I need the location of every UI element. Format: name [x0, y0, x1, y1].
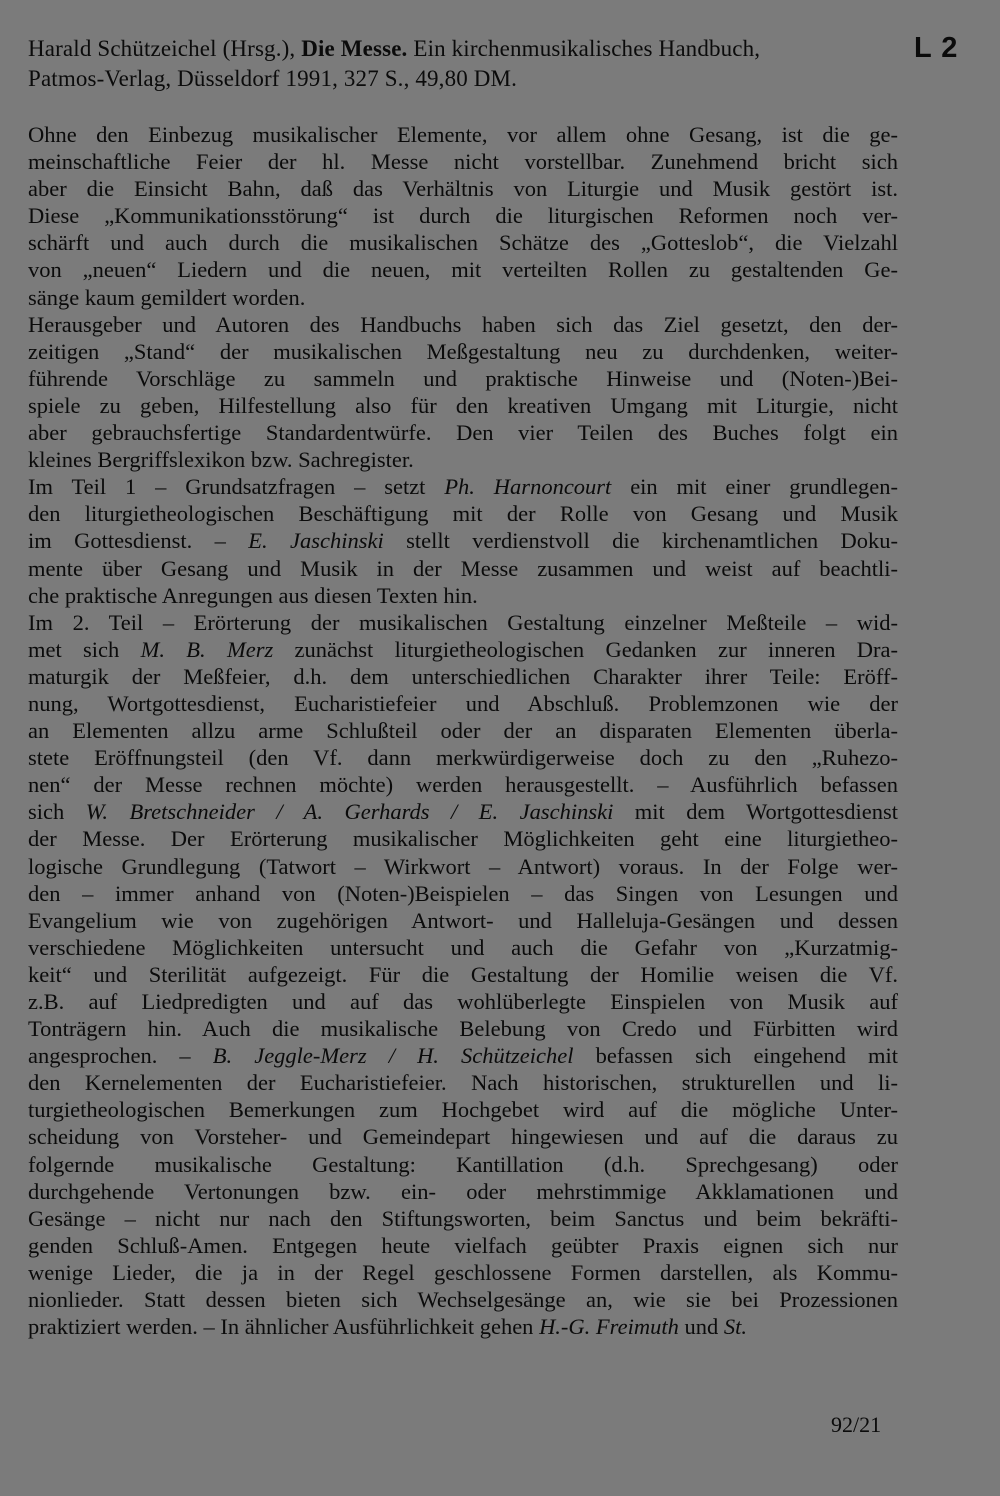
- text-line: [28, 988, 898, 1015]
- text-segment: kleines Bergriffslexikon bzw. Sachregister.: [28, 447, 414, 473]
- text-line: [28, 1286, 898, 1313]
- text-line: [28, 419, 898, 446]
- text-line: [28, 365, 898, 392]
- text-line: [28, 1259, 898, 1286]
- text-line: [28, 798, 898, 825]
- text-line: [28, 311, 898, 338]
- text-segment: nionlieder. Statt dessen bieten sich Wechselgesänge an, wie sie bei Prozessionen: [28, 1287, 898, 1313]
- author-name: H.-G. Freimuth: [539, 1314, 679, 1340]
- text-segment: genden Schluß-Amen. Entgegen heute vielfach geübter Praxis eignen sich nur: [28, 1232, 898, 1258]
- author-name: B. Jeggle-Merz / H. Schützeichel: [212, 1043, 574, 1069]
- paragraph: [28, 311, 898, 474]
- text-line: [28, 1232, 898, 1259]
- text-line: [28, 771, 898, 798]
- text-segment: führende Vorschläge zu sammeln und praktische Hinweise und (Noten-)Bei-: [28, 365, 898, 391]
- text-line: [28, 934, 898, 961]
- text-line: [28, 744, 898, 771]
- author-name: E. Jaschinski: [248, 528, 384, 554]
- text-line: [28, 175, 898, 202]
- text-line: [28, 609, 898, 636]
- text-line: [28, 1151, 898, 1178]
- text-line: [28, 202, 898, 229]
- text-line: [28, 555, 898, 582]
- text-segment: praktiziert werden. – In ähnlicher Ausführlichkeit gehen: [28, 1314, 540, 1340]
- review-body: [28, 121, 898, 1340]
- book-title: Die Messe.: [301, 36, 408, 61]
- text-segment: an Elementen allzu arme Schlußteil oder der an disparaten Elementen überla-: [28, 718, 898, 744]
- text-line: [28, 1015, 898, 1042]
- text-segment: aber die Einsicht Bahn, daß das Verhältnis von Liturgie und Musik gestört ist.: [28, 176, 898, 202]
- text-line: [28, 717, 898, 744]
- text-line: [28, 121, 898, 148]
- header-line-1: [28, 34, 908, 64]
- author-name: W. Bretschneider / A. Gerhards / E. Jaschinski: [85, 799, 614, 825]
- text-line: [28, 1096, 898, 1123]
- text-line: [28, 148, 898, 175]
- paragraph: [28, 609, 898, 1341]
- author-name: Ph. Harnoncourt: [444, 474, 612, 500]
- text-line: [28, 256, 898, 283]
- text-line: [28, 907, 898, 934]
- text-line: [28, 1042, 898, 1069]
- text-line: [28, 1205, 898, 1232]
- text-segment: den Kernelementen der Eucharistiefeier. Nach historischen, strukturellen und li-: [28, 1070, 898, 1096]
- text-line: [28, 229, 898, 256]
- header-authors: Harald Schützeichel (Hrsg.),: [28, 36, 302, 61]
- text-segment: spiele zu geben, Hilfestellung also für den kreativen Umgang mit Liturgie, nicht: [28, 392, 898, 418]
- text-line: [28, 338, 898, 365]
- text-line: [28, 392, 898, 419]
- text-segment: der Messe. Der Erörterung musikalischer Möglichkeiten geht eine liturgietheo-: [28, 826, 898, 852]
- text-line: [28, 1178, 898, 1205]
- text-segment: schärft und auch durch die musikalischen Schätze des „Gotteslob“, die Vielzahl: [28, 230, 898, 256]
- text-segment: durchgehende Vertonungen bzw. ein- oder mehrstimmige Akklamationen und: [28, 1178, 898, 1204]
- text-segment: maturgik der Meßfeier, d.h. dem unterschiedlichen Charakter ihrer Teile: Eröff-: [28, 663, 898, 689]
- author-name: M. B. Merz: [140, 636, 274, 662]
- text-segment: logische Grundlegung (Tatwort – Wirkwort – Antwort) voraus. In der Folge wer-: [28, 853, 898, 879]
- text-line: [28, 853, 898, 880]
- text-line: [28, 582, 898, 609]
- text-segment: z.B. auf Liedpredigten und auf das wohlüberlegte Einspielen von Musik auf: [28, 989, 898, 1014]
- text-segment: im Gottesdienst. –: [28, 528, 249, 554]
- text-segment: sänge kaum gemildert worden.: [28, 284, 306, 310]
- section-mark: L 2: [914, 32, 959, 64]
- author-name: St.: [723, 1314, 747, 1340]
- text-segment: Ohne den Einbezug musikalischer Elemente, vor allem ohne Gesang, ist die ge-: [28, 122, 898, 147]
- text-line: [28, 1069, 898, 1096]
- text-line: [28, 961, 898, 988]
- text-line: [28, 446, 898, 473]
- book-subtitle: Ein kirchenmusikalisches Handbuch,: [407, 36, 761, 61]
- text-line: [28, 1123, 898, 1150]
- text-line: [28, 663, 898, 690]
- text-segment: von „neuen“ Liedern und die neuen, mit verteilten Rollen zu gestaltenden Ge-: [28, 257, 898, 283]
- text-segment: wenige Lieder, die ja in der Regel geschlossene Formen darstellen, als Kommu-: [28, 1259, 898, 1285]
- text-segment: den liturgietheologischen Beschäftigung mit der Rolle von Gesang und Musik: [28, 501, 898, 527]
- text-line: [28, 284, 898, 311]
- text-segment: scheidung von Vorsteher- und Gemeindepart hingewiesen und auf die daraus zu: [28, 1124, 898, 1150]
- text-line: [28, 636, 898, 663]
- text-line: [28, 880, 898, 907]
- paragraph: [28, 473, 898, 608]
- text-segment: che praktische Anregungen aus diesen Texten hin.: [28, 582, 478, 608]
- text-line: [28, 500, 898, 527]
- text-segment: ein mit einer grundlegen-: [611, 474, 898, 500]
- text-segment: keit“ und Sterilität aufgezeigt. Für die Gestaltung der Homilie weisen die Vf.: [28, 961, 898, 987]
- header-publisher: Patmos-Verlag, Düsseldorf 1991, 327 S., 49,80 DM.: [28, 66, 518, 91]
- text-segment: Herausgeber und Autoren des Handbuchs haben sich das Ziel gesetzt, den der-: [28, 311, 898, 337]
- text-segment: zunächst liturgietheologischen Gedanken zur inneren Dra-: [273, 636, 899, 662]
- text-segment: mit dem Wortgottesdienst: [613, 799, 899, 825]
- text-segment: stete Eröffnungsteil (den Vf. dann merkwürdigerweise doch zu den „Ruhezo-: [28, 745, 898, 771]
- text-segment: den – immer anhand von (Noten-)Beispielen – das Singen von Lesungen und: [28, 880, 898, 906]
- text-line: [28, 527, 898, 554]
- text-segment: Diese „Kommunikationsstörung“ ist durch die liturgischen Reformen noch ver-: [28, 203, 898, 229]
- bibliographic-header: [28, 34, 908, 94]
- text-segment: verschiedene Möglichkeiten untersucht und auch die Gefahr von „Kurzatmig-: [28, 934, 898, 960]
- text-segment: Gesänge – nicht nur nach den Stiftungsworten, beim Sanctus und beim bekräfti-: [28, 1205, 898, 1231]
- text-line: [28, 690, 898, 717]
- text-segment: zeitigen „Stand“ der musikalischen Meßgestaltung neu zu durchdenken, weiter-: [28, 338, 898, 364]
- text-segment: angesprochen. –: [28, 1043, 213, 1069]
- text-segment: Im Teil 1 – Grundsatzfragen – setzt: [28, 474, 445, 500]
- text-segment: mente über Gesang und Musik in der Messe zusammen und weist auf beachtli-: [28, 555, 898, 581]
- text-segment: turgietheologischen Bemerkungen zum Hochgebet wird auf die mögliche Unter-: [28, 1097, 898, 1123]
- text-segment: meinschaftliche Feier der hl. Messe nicht vorstellbar. Zunehmend bricht sich: [28, 149, 898, 175]
- page-number: 92/21: [831, 1412, 882, 1437]
- text-line: [28, 825, 898, 852]
- text-segment: und: [678, 1314, 724, 1340]
- text-segment: aber gebrauchsfertige Standardentwürfe. Den vier Teilen des Buches folgt ein: [28, 420, 898, 446]
- text-line: [28, 1313, 898, 1340]
- text-segment: befassen sich eingehend mit: [573, 1043, 898, 1069]
- text-line: [28, 473, 898, 500]
- paragraph: [28, 121, 898, 311]
- text-segment: met sich: [28, 636, 141, 662]
- text-segment: stellt verdienstvoll die kirchenamtlichen Doku-: [383, 528, 899, 554]
- text-segment: nen“ der Messe rechnen möchte) werden herausgestellt. – Ausführlich befassen: [28, 772, 898, 798]
- text-segment: nung, Wortgottesdienst, Eucharistiefeier und Abschluß. Problemzonen wie der: [28, 690, 898, 716]
- text-segment: folgernde musikalische Gestaltung: Kantillation (d.h. Sprechgesang) oder: [28, 1151, 898, 1177]
- text-segment: Im 2. Teil – Erörterung der musikalischen Gestaltung einzelner Meßteile – wid-: [28, 609, 898, 635]
- text-segment: Tonträgern hin. Auch die musikalische Belebung von Credo und Fürbitten wird: [28, 1016, 898, 1042]
- text-segment: sich: [28, 799, 86, 825]
- text-segment: Evangelium wie von zugehörigen Antwort- und Halleluja-Gesängen und dessen: [28, 907, 898, 933]
